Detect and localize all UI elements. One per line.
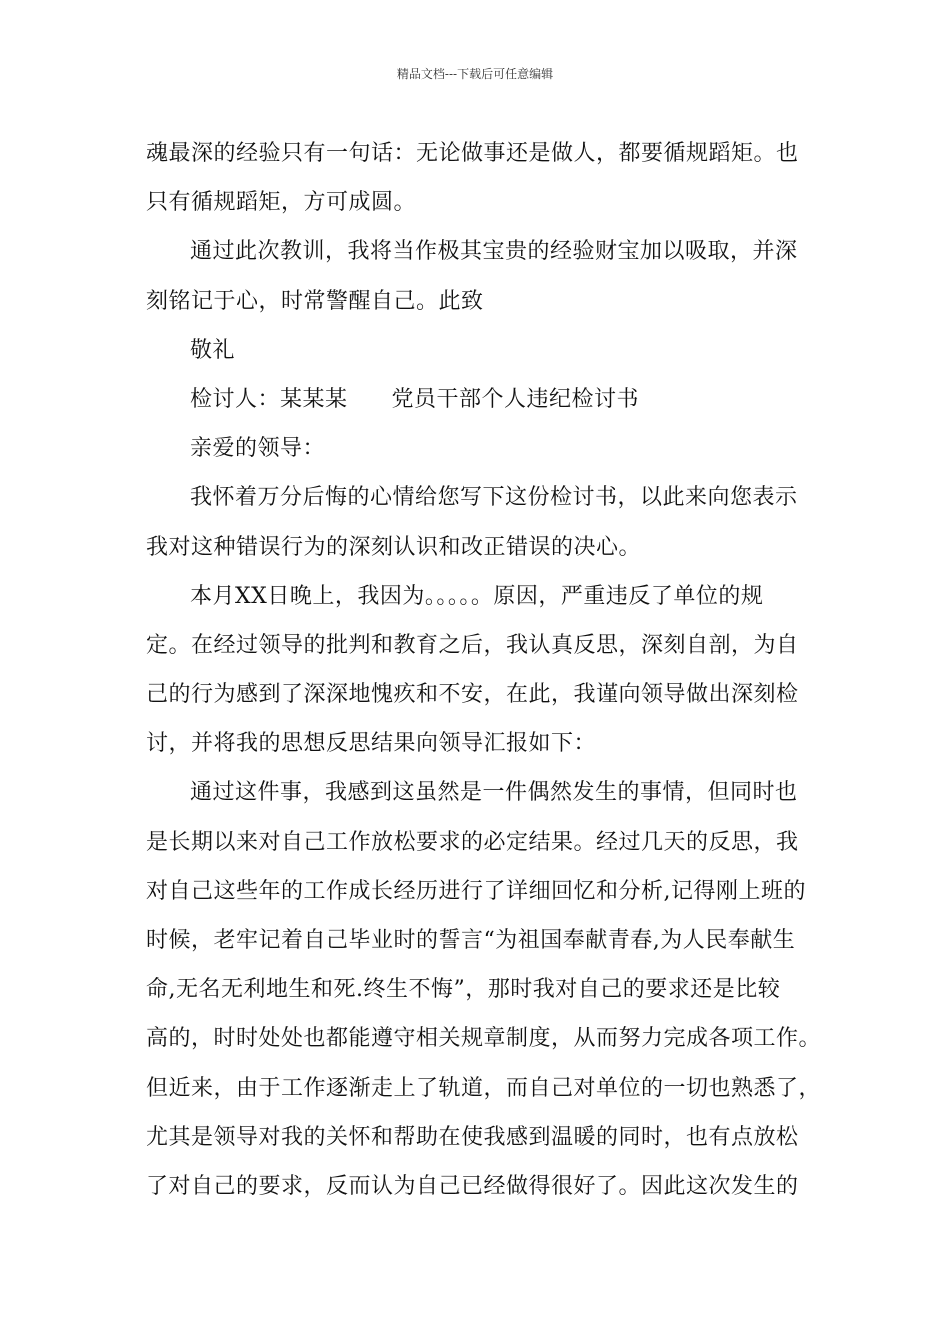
text-line: 是长期以来对自己工作放松要求的必定结果。经过几天的反思，我	[146, 829, 799, 855]
text-line: 魂最深的经验只有一句话：无论做事还是做人，都要循规蹈矩。也	[146, 141, 799, 166]
text-line: 通过这件事，我感到这虽然是一件偶然发生的事情，但同时也	[190, 780, 798, 806]
text-line: 讨，并将我的思想反思结果向领导汇报如下：	[146, 731, 597, 757]
document-title: 党员干部个人违纪检讨书	[391, 386, 640, 412]
document-body	[146, 129, 826, 1211]
text-line: 时候，老牢记着自己毕业时的誓言“为祖国奉献青春,为人民奉献生	[146, 928, 796, 953]
text-line: 对自己这些年的工作成长经历进行了详细回忆和分析,记得刚上班的	[146, 878, 806, 904]
text-line: 尤其是领导对我的关怀和帮助在使我感到温暖的同时，也有点放松	[146, 1124, 799, 1150]
text-line: 通过此次教训，我将当作极其宝贵的经验财宝加以吸取，并深	[190, 239, 798, 265]
text-line: 我对这种错误行为的深刻认识和改正错误的决心。	[146, 534, 642, 560]
text-line: 但近来，由于工作逐渐走上了轨道，而自己对单位的一切也熟悉了，	[146, 1075, 822, 1101]
text-line: 我怀着万分后悔的心情给您写下这份检讨书，以此来向您表示	[190, 485, 798, 511]
signer: 检讨人：某某某	[190, 386, 348, 412]
page-header: 精品文档---下载后可任意编辑	[396, 67, 554, 81]
text-line: 了对自己的要求，反而认为自己已经做得很好了。因此这次发生的	[146, 1173, 799, 1199]
signature-line	[146, 375, 826, 424]
text-line: 高的，时时处处也都能遵守相关规章制度，从而努力完成各项工作。	[146, 1026, 822, 1052]
closing-salutation: 敬礼	[190, 337, 236, 363]
text-line: 定。在经过领导的批判和教育之后，我认真反思，深刻自剖，为自	[146, 632, 799, 658]
salutation: 亲爱的领导：	[190, 436, 326, 462]
text-line: 命,无名无利地生和死.终生不悔”，那时我对自己的要求还是比较	[146, 977, 781, 1003]
text-line: 刻铭记于心，时常警醒自己。此致	[146, 288, 484, 314]
text-line: 己的行为感到了深深地愧疚和不安，在此，我谨向领导做出深刻检	[146, 682, 799, 708]
text-line: 只有循规蹈矩，方可成圆。	[146, 190, 417, 216]
text-line: 本月XX日晚上，我因为。。。。。原因，严重违反了单位的规	[190, 583, 764, 609]
